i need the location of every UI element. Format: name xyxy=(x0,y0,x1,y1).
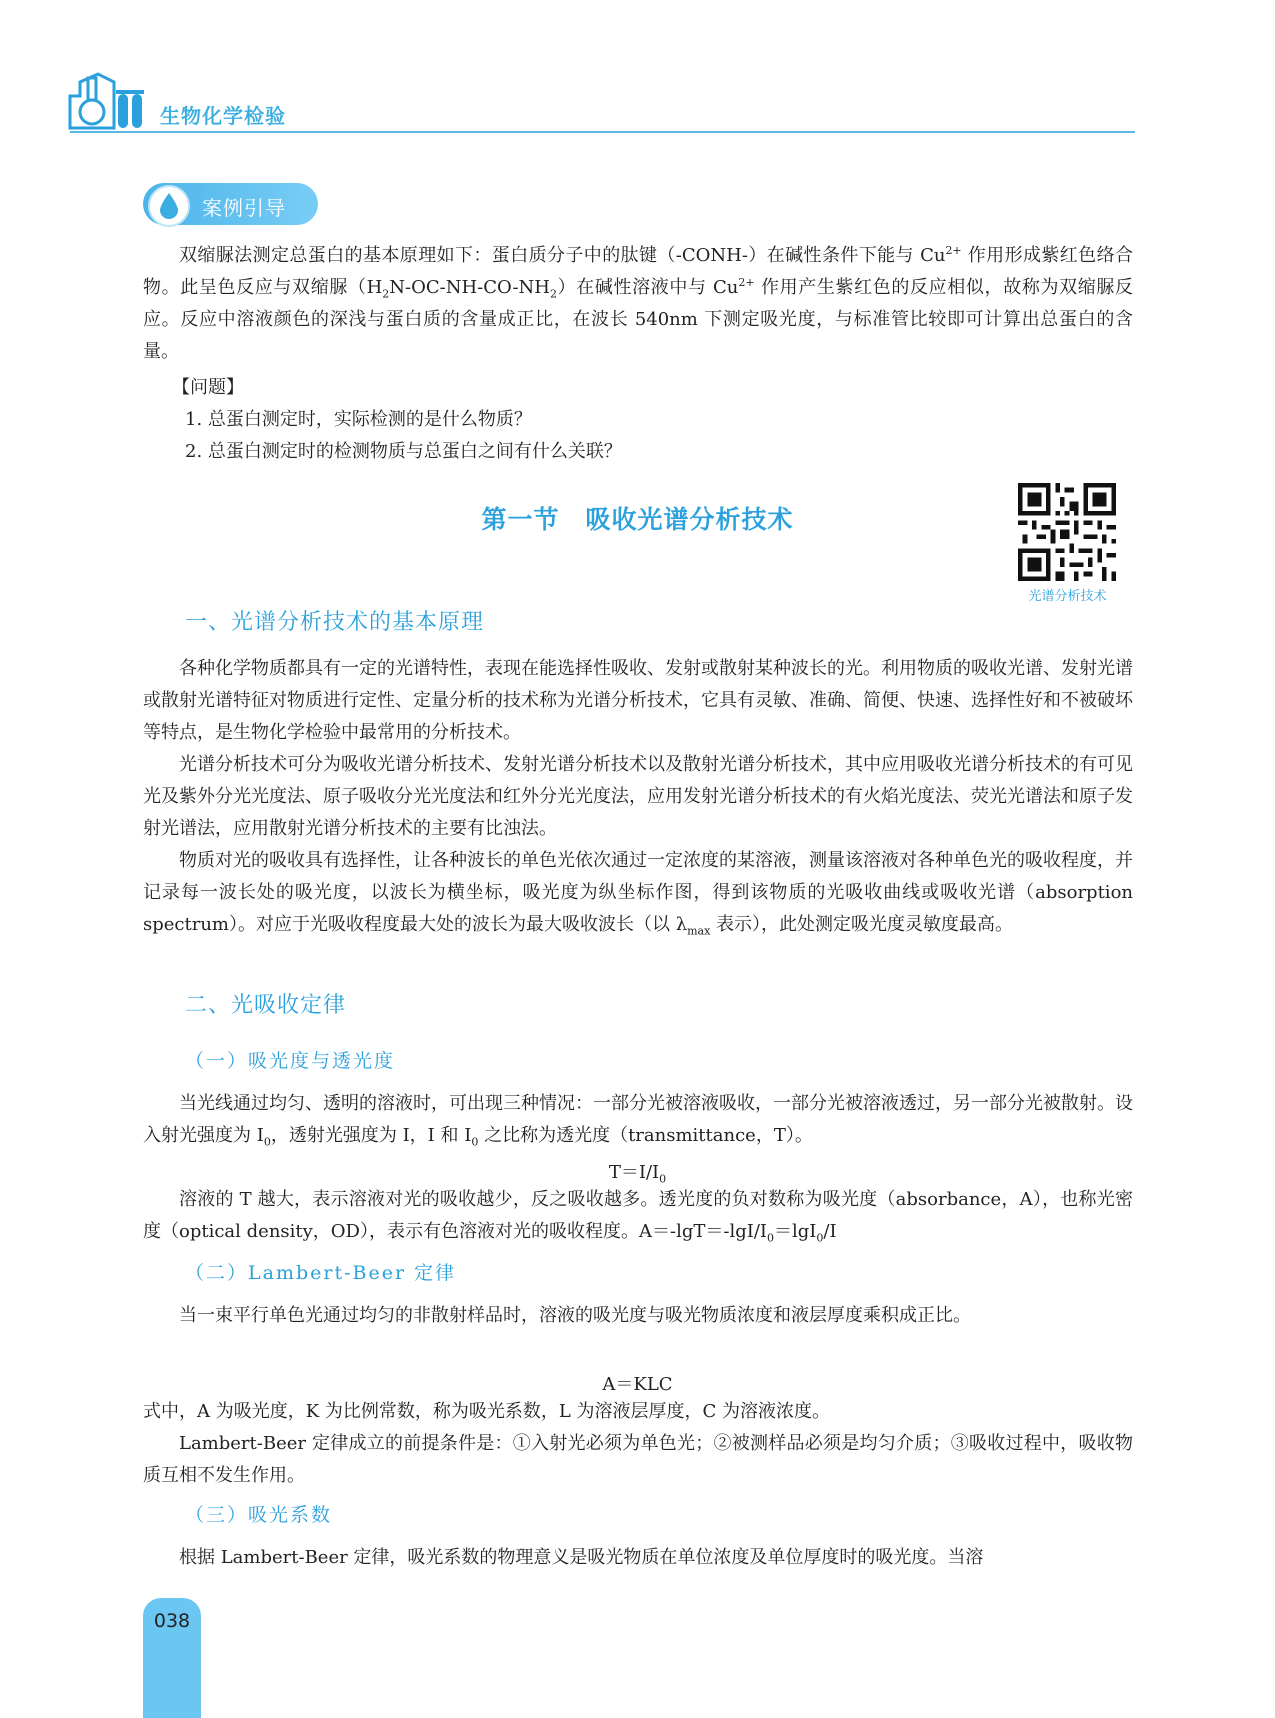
section-title: 第一节 吸收光谱分析技术 xyxy=(481,505,794,534)
part1-paragraph-2: 光谱分析技术可分为吸收光谱分析技术、发射光谱分析技术以及散射光谱分析技术，其中应用吸收光谱分析技术的有可见光及紫外分光光度法、原子吸收分光光度法和红外分光光度法，应用发射光谱分析技术的有火焰光度法、荧光光谱法和原子发射光谱法，应用散射光谱分析技术的主要有比浊法。 xyxy=(143,754,1133,839)
heading-part1: 一、光谱分析技术的基本原理 xyxy=(185,610,485,635)
question-1: 1. 总蛋白测定时，实际检测的是什么物质？ xyxy=(185,409,532,430)
equation-lambert-beer: A＝KLC xyxy=(602,1374,673,1395)
water-drop-icon xyxy=(148,185,190,227)
heading-lambert-beer: （二）Lambert-Beer 定律 xyxy=(185,1262,457,1284)
lab-flask-logo-icon xyxy=(68,68,148,132)
question-header: 【问题】 xyxy=(172,377,244,398)
heading-absorption-coefficient: （三）吸光系数 xyxy=(185,1504,333,1526)
part1-paragraph-3: 物质对光的吸收具有选择性，让各种波长的单色光依次通过一定浓度的某溶液，测量该溶液对各种单色光的吸收程度，并记录每一波长处的吸光度，以波长为横坐标，吸光度为纵坐标作图，得到该物质的光吸收曲线或吸收光谱（absorption spectrum）。对应于光吸收程度最大处的波长为最大吸收波长（以 $\lambda_{max}$ 表示），此处测定吸光度灵敏度最高。 xyxy=(143,850,1133,938)
qr-label: 光谱分析技术 xyxy=(1028,589,1107,604)
lambert-beer-paragraph-2: 式中，A 为吸光度，K 为比例常数，称为吸光系数，L 为溶液层厚度，C 为溶液浓度。 xyxy=(143,1401,831,1422)
qr-code-icon xyxy=(1018,483,1116,581)
absorbance-paragraph-2: 溶液的 T 越大，表示溶液对光的吸收越少，反之吸收越多。透光度的负对数称为吸光度（absorbance，A），也称光密度（optical density，OD），表示有色溶液对光的吸收程度。$A=-\lg T=-\lg I/I_0=\lg I_0/I$ xyxy=(143,1189,1133,1245)
header-title: 生物化学检验 xyxy=(160,104,286,128)
question-2: 2. 总蛋白测定时的检测物质与总蛋白之间有什么关联？ xyxy=(185,441,622,462)
heading-absorbance-transmittance: （一）吸光度与透光度 xyxy=(185,1050,396,1072)
page-number: 038 xyxy=(153,1610,191,1632)
header-divider xyxy=(70,131,1135,133)
lambert-beer-paragraph-1: 当一束平行单色光通过均匀的非散射样品时，溶液的吸光度与吸光物质浓度和液层厚度乘积成正比。 xyxy=(179,1305,971,1326)
heading-part2: 二、光吸收定律 xyxy=(185,993,347,1018)
absorbance-paragraph-1: 当光线通过均匀、透明的溶液时，可出现三种情况：一部分光被溶液吸收，一部分光被溶液透过，另一部分光被散射。设入射光强度为 $I_0$，透射光强度为 I，I 和 $I_0$ 之比称为透光度（transmittance，T）。 xyxy=(143,1093,1133,1149)
case-paragraph: 双缩脲法测定总蛋白的基本原理如下：蛋白质分子中的肽键（-CONH-）在碱性条件下能与 $Cu^{2+}$ 作用形成紫红色络合物。此呈色反应与双缩脲$(H_2N-OC-NH-CO-NH_2)$在碱性溶液中与 $Cu^{2+}$ 作用产生紫红色的反应相似，故称为双缩脲反应。反应中溶液颜色的深浅与蛋白质的含量成正比，在波长 540nm 下测定吸光度，与标准管比较即可计算出总蛋白的含量。 xyxy=(143,244,1133,362)
absorption-coefficient-paragraph: 根据 Lambert-Beer 定律，吸光系数的物理意义是吸光物质在单位浓度及单位厚度时的吸光度。当溶 xyxy=(179,1547,984,1568)
lambert-beer-paragraph-3: Lambert-Beer 定律成立的前提条件是：①入射光必须为单色光；②被测样品必须是均匀介质；③吸收过程中，吸收物质互相不发生作用。 xyxy=(143,1433,1133,1486)
part1-paragraph-1: 各种化学物质都具有一定的光谱特性，表现在能选择性吸收、发射或散射某种波长的光。利用物质的吸收光谱、发射光谱或散射光谱特征对物质进行定性、定量分析的技术称为光谱分析技术，它具有灵敏、准确、简便、快速、选择性好和不被破坏等特点，是生物化学检验中最常用的分析技术。 xyxy=(143,658,1133,743)
case-guide-label: 案例引导 xyxy=(202,196,286,220)
equation-transmittance: $T=I/I_0$ xyxy=(608,1162,667,1186)
